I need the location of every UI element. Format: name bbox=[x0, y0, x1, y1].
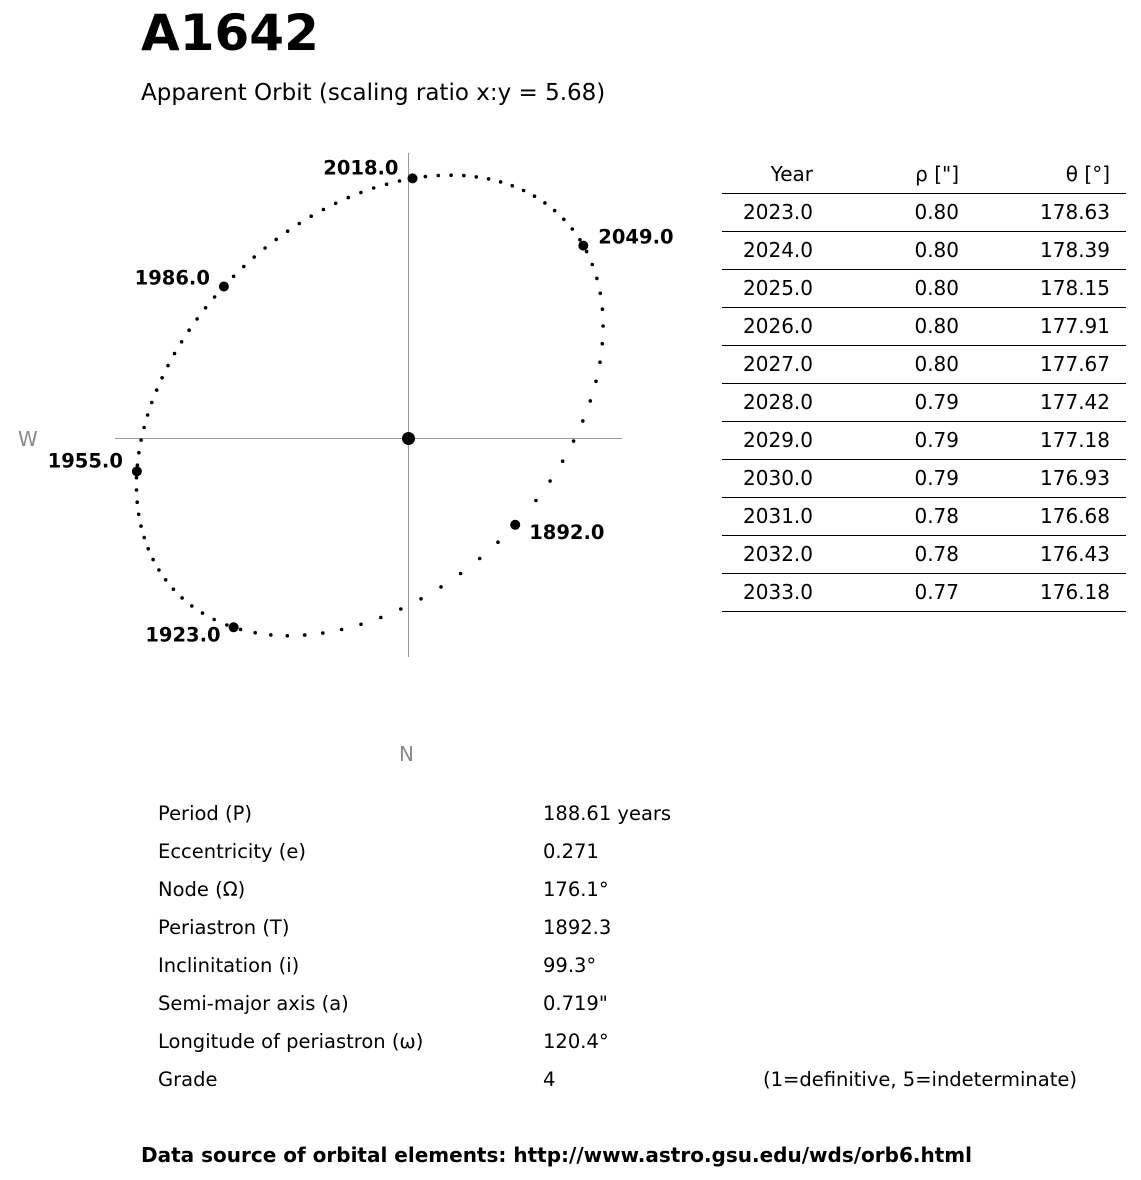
orbit-dot bbox=[204, 306, 208, 310]
orbit-dot bbox=[269, 633, 273, 637]
orbital-element-row bbox=[158, 802, 763, 825]
orbit-dot bbox=[309, 214, 313, 218]
orbital-element-row bbox=[158, 954, 763, 977]
orbit-dot bbox=[594, 380, 598, 384]
orbit-dot bbox=[286, 229, 290, 233]
orbit-dot bbox=[522, 189, 526, 193]
orbital-element-row bbox=[158, 840, 763, 863]
orbit-dot bbox=[139, 524, 143, 528]
table-cell: 0.78 bbox=[813, 498, 959, 536]
epoch-dot bbox=[408, 173, 418, 183]
orbit-dot bbox=[173, 352, 177, 356]
orbit-dot bbox=[303, 633, 307, 637]
orbit-dot bbox=[322, 208, 326, 212]
page-title: A1642 bbox=[141, 4, 319, 62]
epoch-label: 1986.0 bbox=[134, 266, 210, 290]
table-cell: 2029.0 bbox=[722, 422, 813, 460]
element-value: 176.1° bbox=[543, 878, 609, 901]
orbit-dot bbox=[190, 604, 194, 608]
table-cell: 176.93 bbox=[959, 460, 1126, 498]
table-row bbox=[722, 308, 1126, 346]
data-source-note: Data source of orbital elements: http://www.astro.gsu.edu/wds/orb6.html bbox=[141, 1143, 972, 1167]
table-cell: 2028.0 bbox=[722, 384, 813, 422]
element-note: (1=definitive, 5=indeterminate) bbox=[763, 1068, 1077, 1091]
table-row bbox=[722, 384, 1126, 422]
orbit-dot bbox=[166, 364, 170, 368]
north-direction-label: N bbox=[399, 742, 414, 766]
orbit-dot bbox=[242, 265, 246, 269]
orbital-element-row bbox=[158, 916, 763, 939]
orbit-dot bbox=[239, 628, 243, 632]
orbit-dot bbox=[385, 182, 389, 186]
element-value: 120.4° bbox=[543, 1030, 609, 1053]
table-row bbox=[722, 194, 1126, 232]
orbit-dot bbox=[589, 399, 593, 403]
orbit-dot bbox=[164, 578, 168, 582]
orbit-dot bbox=[155, 388, 159, 392]
column-header: ρ ["] bbox=[813, 156, 959, 194]
orbit-dot bbox=[601, 324, 605, 328]
orbit-dot bbox=[321, 631, 325, 635]
table-cell: 177.18 bbox=[959, 422, 1126, 460]
element-label: Node (Ω) bbox=[158, 878, 246, 901]
orbit-dotted-path bbox=[135, 173, 605, 637]
element-value: 188.61 years bbox=[543, 802, 672, 825]
orbit-dot bbox=[180, 340, 184, 344]
table-cell: 2024.0 bbox=[722, 232, 813, 270]
west-direction-label: W bbox=[18, 427, 38, 451]
orbit-dot bbox=[286, 634, 290, 638]
orbital-element-row bbox=[158, 878, 763, 901]
table-cell: 0.80 bbox=[813, 270, 959, 308]
orbit-dot bbox=[478, 557, 482, 561]
orbit-dot bbox=[274, 238, 278, 242]
orbit-dot bbox=[151, 558, 155, 562]
element-label: Eccentricity (e) bbox=[158, 840, 306, 863]
table-cell: 177.91 bbox=[959, 308, 1126, 346]
table-cell: 2026.0 bbox=[722, 308, 813, 346]
orbit-dot bbox=[424, 175, 428, 179]
orbit-dot bbox=[598, 360, 602, 364]
orbit-dot bbox=[496, 540, 500, 544]
orbit-dot bbox=[459, 572, 463, 576]
orbit-dot bbox=[533, 194, 537, 198]
orbit-dot bbox=[581, 419, 585, 423]
table-row bbox=[722, 422, 1126, 460]
orbit-dot bbox=[340, 628, 344, 632]
table-cell: 2032.0 bbox=[722, 536, 813, 574]
orbit-dot bbox=[213, 295, 217, 299]
table-cell: 177.67 bbox=[959, 346, 1126, 384]
element-label: Periastron (T) bbox=[158, 916, 290, 939]
table-cell: 178.15 bbox=[959, 270, 1126, 308]
orbit-dot bbox=[142, 426, 146, 430]
orbit-dot bbox=[253, 631, 257, 635]
orbit-dot bbox=[595, 277, 599, 281]
orbit-dot bbox=[379, 616, 383, 620]
orbit-dot bbox=[359, 191, 363, 195]
element-value: 99.3° bbox=[543, 954, 597, 977]
orbit-dot bbox=[562, 218, 566, 222]
table-row bbox=[722, 498, 1126, 536]
element-value: 0.719" bbox=[543, 992, 608, 1015]
epoch-label: 1892.0 bbox=[529, 520, 605, 544]
table-cell: 0.79 bbox=[813, 460, 959, 498]
table-cell: 2023.0 bbox=[722, 194, 813, 232]
orbit-dot bbox=[225, 623, 229, 627]
orbit-dot bbox=[334, 202, 338, 206]
orbit-dot bbox=[135, 476, 139, 480]
orbit-dot bbox=[487, 177, 491, 181]
table-row bbox=[722, 346, 1126, 384]
orbit-dot bbox=[601, 342, 605, 346]
table-row bbox=[722, 232, 1126, 270]
epoch-dot bbox=[132, 466, 142, 476]
orbit-dot bbox=[252, 255, 256, 259]
table-cell: 2027.0 bbox=[722, 346, 813, 384]
orbit-dot bbox=[180, 596, 184, 600]
orbit-dot bbox=[146, 413, 150, 417]
orbit-dot bbox=[359, 623, 363, 627]
orbit-dot bbox=[263, 246, 267, 250]
orbit-dot bbox=[135, 488, 139, 492]
table-row bbox=[722, 270, 1126, 308]
orbit-dot bbox=[146, 547, 150, 551]
orbit-dot bbox=[398, 179, 402, 183]
orbit-dot bbox=[548, 479, 552, 483]
table-cell: 177.42 bbox=[959, 384, 1126, 422]
orbit-dot bbox=[347, 196, 351, 200]
element-label: Inclinitation (i) bbox=[158, 954, 300, 977]
epoch-dot bbox=[219, 282, 229, 292]
element-label: Period (P) bbox=[158, 802, 252, 825]
epoch-markers bbox=[48, 156, 674, 646]
element-label: Longitude of periastron (ω) bbox=[158, 1030, 424, 1053]
ephemeris-header-row bbox=[722, 156, 1126, 194]
orbit-dot bbox=[449, 173, 453, 177]
orbit-dot bbox=[232, 275, 236, 279]
orbit-dot bbox=[475, 175, 479, 179]
orbit-dot bbox=[137, 451, 141, 455]
orbit-dot bbox=[599, 292, 603, 296]
orbit-dot bbox=[553, 209, 557, 213]
orbit-dot bbox=[534, 499, 538, 503]
epoch-label: 2049.0 bbox=[598, 225, 674, 249]
ephemeris-table bbox=[722, 156, 1126, 612]
table-row bbox=[722, 536, 1126, 574]
orbit-dot bbox=[298, 222, 302, 226]
orbit-dot bbox=[195, 317, 199, 321]
orbit-dot bbox=[372, 186, 376, 190]
orbital-element-row bbox=[158, 1030, 763, 1053]
table-cell: 176.18 bbox=[959, 574, 1126, 612]
table-cell: 176.68 bbox=[959, 498, 1126, 536]
table-row bbox=[722, 460, 1126, 498]
orbit-dot bbox=[135, 500, 139, 504]
orbit-dot bbox=[499, 180, 503, 184]
orbit-dot bbox=[419, 597, 423, 601]
orbit-dot bbox=[142, 536, 146, 540]
element-value: 1892.3 bbox=[543, 916, 612, 939]
table-cell: 2033.0 bbox=[722, 574, 813, 612]
element-label: Grade bbox=[158, 1068, 218, 1091]
table-cell: 176.43 bbox=[959, 536, 1126, 574]
primary-star-dot bbox=[402, 432, 415, 445]
table-cell: 2025.0 bbox=[722, 270, 813, 308]
column-header: Year bbox=[722, 156, 813, 194]
table-cell: 0.80 bbox=[813, 308, 959, 346]
orbit-dot bbox=[437, 174, 441, 178]
orbit-dot bbox=[591, 263, 595, 267]
orbit-dot bbox=[172, 587, 176, 591]
orbit-dot bbox=[578, 238, 582, 242]
orbit-dot bbox=[543, 201, 547, 205]
table-cell: 0.80 bbox=[813, 232, 959, 270]
table-cell: 0.80 bbox=[813, 194, 959, 232]
element-value: 0.271 bbox=[543, 840, 599, 863]
plot-subtitle: Apparent Orbit (scaling ratio x:y = 5.68) bbox=[141, 80, 606, 106]
element-label: Semi-major axis (a) bbox=[158, 992, 349, 1015]
orbit-plot bbox=[0, 130, 700, 790]
orbit-dot bbox=[399, 607, 403, 611]
epoch-dot bbox=[510, 520, 520, 530]
orbit-dot bbox=[201, 611, 205, 615]
orbit-dot bbox=[157, 568, 161, 572]
epoch-label: 1923.0 bbox=[145, 623, 221, 647]
orbit-dot bbox=[601, 307, 605, 311]
table-cell: 0.78 bbox=[813, 536, 959, 574]
orbit-dot bbox=[585, 250, 589, 254]
orbit-dot bbox=[561, 459, 565, 463]
table-cell: 0.79 bbox=[813, 384, 959, 422]
orbit-dot bbox=[572, 439, 576, 443]
table-cell: 0.77 bbox=[813, 574, 959, 612]
table-cell: 2031.0 bbox=[722, 498, 813, 536]
epoch-dot bbox=[578, 241, 588, 251]
column-header: θ [°] bbox=[959, 156, 1126, 194]
table-cell: 178.63 bbox=[959, 194, 1126, 232]
table-cell: 2030.0 bbox=[722, 460, 813, 498]
epoch-label: 1955.0 bbox=[47, 449, 123, 473]
orbit-dot bbox=[571, 227, 575, 231]
table-cell: 178.39 bbox=[959, 232, 1126, 270]
table-cell: 0.80 bbox=[813, 346, 959, 384]
epoch-dot bbox=[229, 622, 239, 632]
epoch-label: 2018.0 bbox=[323, 156, 399, 180]
orbit-dot bbox=[137, 513, 141, 517]
orbital-element-row bbox=[158, 1068, 1077, 1091]
orbital-element-row bbox=[158, 992, 763, 1015]
orbit-dot bbox=[511, 184, 515, 188]
orbit-dot bbox=[150, 401, 154, 405]
orbit-dot bbox=[439, 585, 443, 589]
table-cell: 0.79 bbox=[813, 422, 959, 460]
orbit-dot bbox=[212, 618, 216, 622]
orbit-dot bbox=[462, 174, 466, 178]
orbit-dot bbox=[187, 328, 191, 332]
orbit-dot bbox=[139, 438, 143, 442]
element-value: 4 bbox=[543, 1068, 556, 1091]
table-row bbox=[722, 574, 1126, 612]
orbit-dot bbox=[160, 376, 164, 380]
